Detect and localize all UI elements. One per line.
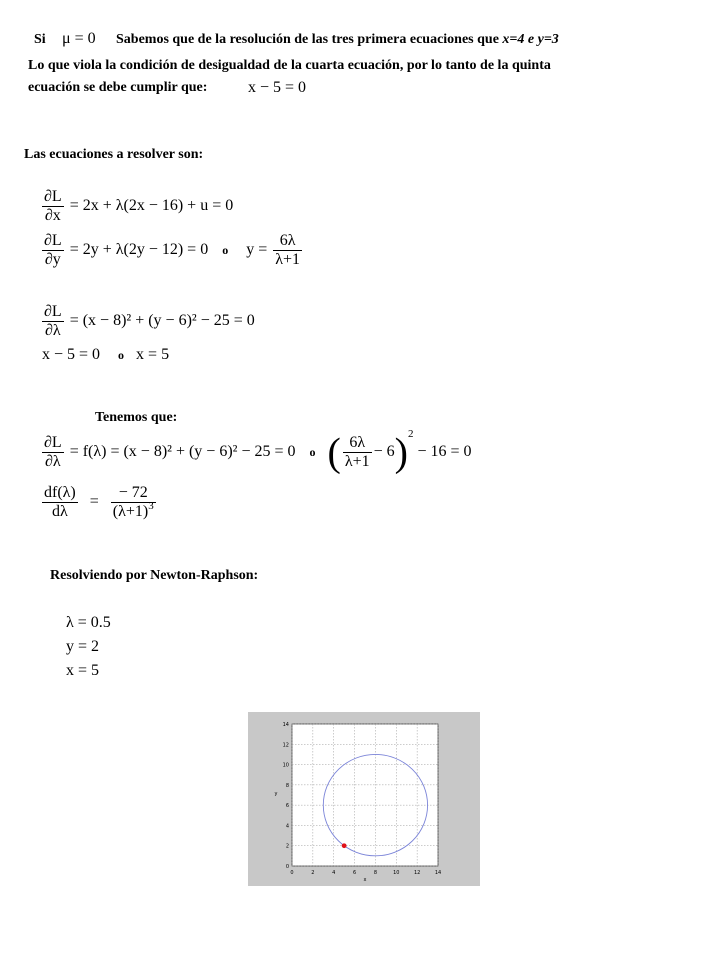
frac-num: ∂L <box>44 188 62 205</box>
x-tick-label: 6 <box>352 870 357 876</box>
y-tick-label: 6 <box>285 803 289 810</box>
equation-dl-dy <box>40 232 304 269</box>
frac-den: ∂λ <box>45 322 61 339</box>
eq4-left: x − 5 = 0 <box>42 346 101 363</box>
frac-num: ∂L <box>44 434 62 451</box>
statement-result: x=4 e y=3 <box>502 32 559 47</box>
mu-equation: μ = 0 <box>62 30 96 47</box>
eq1-rhs: = 2x + λ(2x − 16) + u = 0 <box>69 197 234 215</box>
frac-num: 6λ <box>273 232 302 251</box>
y-tick-label: 2 <box>285 843 289 850</box>
statement-main: Sabemos que de la resolución de las tres primera ecuaciones que <box>116 32 503 47</box>
frac-den <box>111 500 156 521</box>
intro-line-3: ecuación se debe cumplir que: <box>28 80 208 95</box>
result-lambda: λ = 0.5 <box>66 614 111 631</box>
eq2-rhs: = 2y + λ(2y − 12) = 0 <box>69 241 209 259</box>
tenemos-heading: Tenemos que: <box>95 410 178 425</box>
frac-num: − 72 <box>111 484 156 503</box>
y-expression-lhs: y = <box>246 241 268 259</box>
frac-den: λ+1 <box>275 251 301 268</box>
eq5-tail: − 16 = 0 <box>417 443 472 461</box>
power-2: 2 <box>407 428 414 440</box>
equation-dl-dx <box>40 188 233 225</box>
fraction-6lambda <box>273 232 302 269</box>
fraction-minus72 <box>111 484 156 521</box>
fraction-dl-dlambda <box>42 303 64 340</box>
equation-f-lambda <box>40 428 472 475</box>
fraction-df-dlambda <box>42 484 78 521</box>
frac-den: dλ <box>51 503 68 520</box>
newton-heading: Resolviendo por Newton-Raphson: <box>50 568 259 583</box>
condition-equation: x − 5 = 0 <box>248 79 307 96</box>
close-paren: ) <box>394 429 408 475</box>
y-tick-label: 8 <box>285 782 289 789</box>
fraction-6lambda-inner <box>343 434 372 471</box>
or-label: o <box>118 348 125 362</box>
frac-den: ∂λ <box>45 453 61 470</box>
eq4-right: x = 5 <box>136 346 170 363</box>
circle-plot <box>248 712 480 886</box>
x-axis-label: x <box>363 877 367 883</box>
frac-num: 6λ <box>343 434 372 453</box>
equals-sign: = <box>89 493 99 511</box>
frac-num: ∂L <box>44 303 62 320</box>
inner-tail: − 6 <box>373 443 395 461</box>
frac-den: ∂x <box>44 207 61 224</box>
power-3: 3 <box>148 500 154 512</box>
y-tick-label: 10 <box>282 762 289 769</box>
eq5-rhs: = f(λ) = (x − 8)² + (y − 6)² − 25 = 0 <box>69 443 296 461</box>
si-label: Si <box>34 32 46 47</box>
x-tick-label: 12 <box>413 870 421 876</box>
or-label: o <box>222 243 229 258</box>
equation-x-minus-5 <box>42 346 169 364</box>
or-label: o <box>309 445 316 460</box>
y-tick-label: 14 <box>282 722 289 728</box>
y-tick-label: 0 <box>285 864 289 870</box>
frac-num: df(λ) <box>44 484 76 501</box>
x-tick-label: 0 <box>290 870 294 876</box>
plot-figure <box>248 712 480 886</box>
result-x: x = 5 <box>66 662 100 679</box>
equation-derivative <box>40 484 158 521</box>
solution-point <box>342 843 347 848</box>
x-tick-label: 8 <box>373 870 378 876</box>
statement-text <box>116 32 559 48</box>
y-tick-label: 12 <box>282 742 289 749</box>
eq3-rhs: = (x − 8)² + (y − 6)² − 25 = 0 <box>69 312 255 330</box>
open-paren: ( <box>327 429 341 475</box>
section-equations-heading: Las ecuaciones a resolver son: <box>24 147 204 162</box>
den-text: (λ+1) <box>112 503 149 520</box>
fraction-dl-dy <box>42 232 64 269</box>
x-tick-label: 10 <box>393 870 400 876</box>
equation-dl-dlambda <box>40 303 255 340</box>
y-axis-label: y <box>274 791 278 797</box>
x-tick-label: 2 <box>311 870 315 876</box>
y-tick-label: 4 <box>285 823 289 830</box>
plot-axes-box <box>292 724 438 866</box>
x-tick-label: 14 <box>434 870 442 876</box>
x-tick-label: 4 <box>332 870 336 876</box>
frac-num: ∂L <box>44 232 62 249</box>
result-y: y = 2 <box>66 638 100 655</box>
frac-den: ∂y <box>44 251 61 268</box>
fraction-dl-dlambda-2 <box>42 434 64 471</box>
frac-den: λ+1 <box>344 453 370 470</box>
fraction-dl-dx <box>42 188 64 225</box>
intro-line-2: Lo que viola la condición de desigualdad de la cuarta ecuación, por lo tanto de la quinta <box>28 58 551 73</box>
